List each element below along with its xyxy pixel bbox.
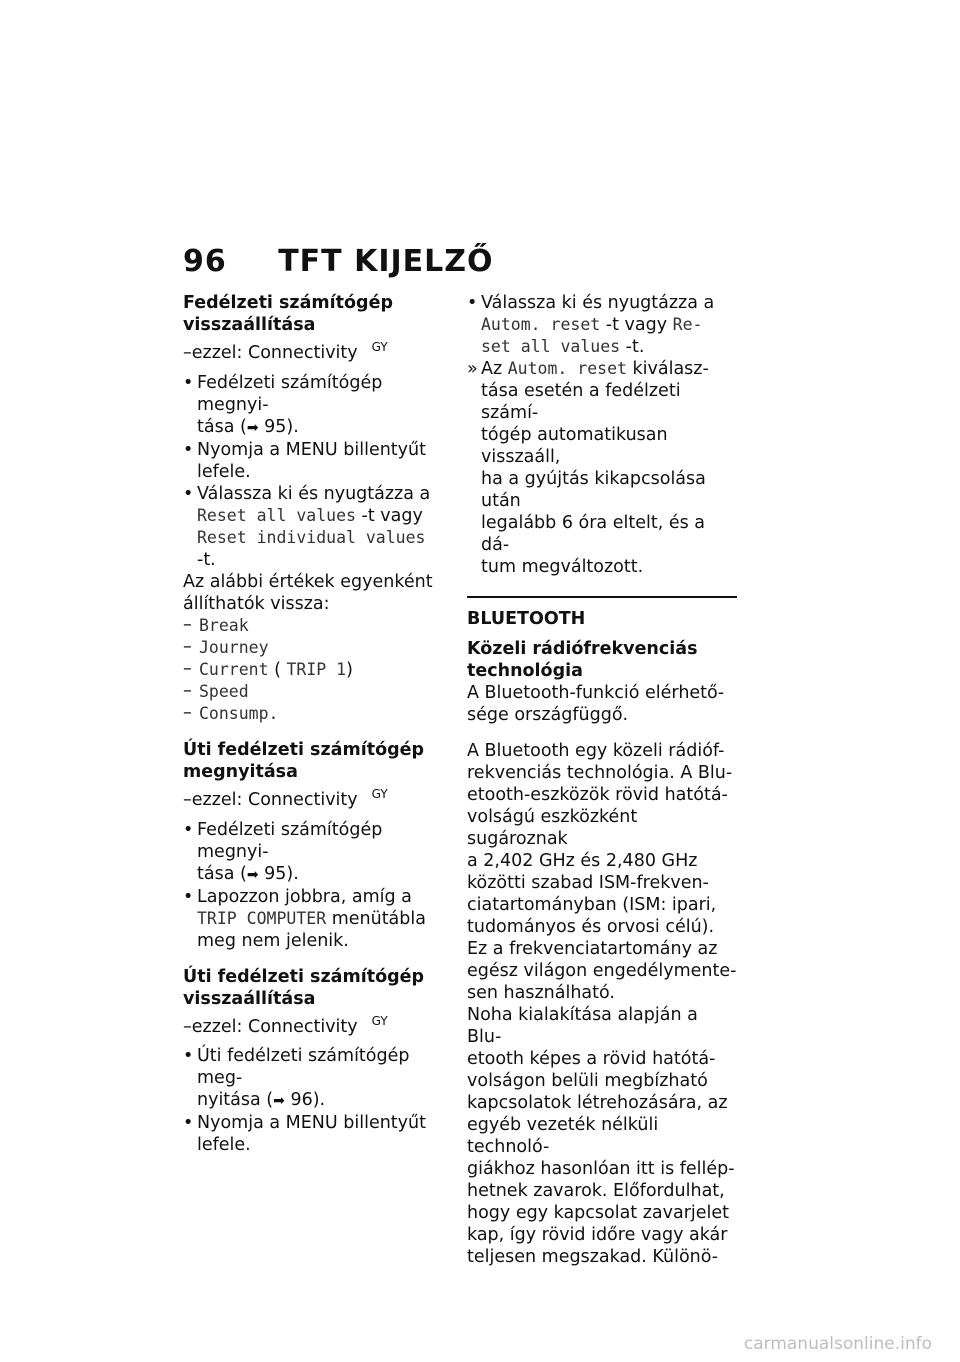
dash-icon: – — [183, 680, 192, 701]
result-item: » Az Autom. reset kiválasz- tása esetén a fedélzeti számí- tógép automatikusan visszaáll, ha a gyújtás kikapcsolása után legalább 6 óra eltelt, és a dá- tum megváltozott. — [467, 359, 709, 577]
watermark: carmanualsonline.info — [743, 1334, 932, 1354]
menu-option: Re- — [672, 315, 703, 334]
menu-option: Reset all values — [197, 505, 356, 525]
dash-item: – Journey — [183, 636, 269, 657]
menu-option: set all values — [481, 337, 621, 356]
paragraph: A Bluetooth-funkció elérhető- sége országfüggő. — [467, 683, 725, 725]
section-divider — [467, 596, 737, 598]
menu-option: Reset individual values — [197, 527, 426, 547]
result-icon: » — [467, 359, 478, 379]
bullet-icon: • — [183, 439, 194, 460]
bullet-icon: • — [183, 819, 194, 840]
page-header — [183, 244, 494, 279]
paragraph: Az alábbi értékek egyenként állíthatók vissza: — [183, 571, 433, 614]
bullet-icon: • — [183, 1113, 194, 1134]
menu-option: Autom. reset — [507, 359, 627, 378]
list-item: • Válassza ki és nyugtázza a Reset all values -t vagy Reset individual values -t. — [183, 483, 431, 570]
page-reference-arrow-icon: ➡ — [246, 866, 259, 883]
dash-item: – Break — [183, 614, 249, 635]
bullet-icon: • — [183, 886, 194, 907]
list-item: • Fedélzeti számítógép megnyi- tása (➡ 95). — [183, 819, 383, 884]
section-title: Úti fedélzeti számítógép megnyitása — [183, 739, 425, 782]
page-number: 96 — [183, 244, 227, 279]
page-title: TFT KIJELZŐ — [278, 244, 494, 279]
bullet-icon: • — [183, 372, 194, 393]
market-code: GY — [371, 1013, 388, 1028]
market-code: GY — [371, 340, 388, 354]
list-item: • Nyomja a MENU billentyűt lefele. — [183, 1113, 426, 1156]
paragraph: A Bluetooth egy közeli rádióf- rekvenciás technológia. A Blu- etooth-eszközök rövid hatótá- volságú eszközként sugároznak a 2,402 GHz és 2,480 GHz közötti szabad ISM-frekven- ciatartományban (ISM: ipari, tudományos és orvosi célú). Ez a frekvenciatartomány az egész világon engedélymente- sen használható. Noha kialakítása alapján a Blu- etooth képes a rövid hatótá- volságon belüli megbízható kapcsolatok létrehozására, az egyéb vezeték nélküli technoló- giákhoz hasonlóan itt is fellép- hetnek zavarok. Előfordulhat, hogy egy kapcsolat zavarjelet kap, így rövid időre vagy akár teljesen megszakad. Különö- — [467, 741, 737, 1267]
page-reference-arrow-icon: ➡ — [273, 1093, 285, 1110]
dash-icon: – — [183, 658, 192, 679]
dash-icon: – — [183, 636, 192, 657]
list-item: • Fedélzeti számítógép megnyi- tása (➡ 95). — [183, 372, 383, 437]
requirement-line: –ezzel: Connectivity $^{GY}$ — [183, 786, 388, 810]
section-title: Úti fedélzeti számítógép visszaállítása — [183, 966, 425, 1009]
left-column — [183, 292, 451, 1156]
dash-item: – Current ( TRIP 1) — [183, 658, 353, 680]
bullet-icon: • — [183, 483, 194, 504]
subsection-title: Közeli rádiófrekvenciás technológia — [467, 639, 698, 681]
bullet-icon: • — [467, 293, 478, 313]
menu-option: Autom. reset — [481, 315, 601, 334]
right-column — [467, 292, 737, 1268]
dash-icon: – — [183, 614, 192, 635]
dash-item: – Consump. — [183, 702, 279, 723]
market-code: GY — [371, 786, 388, 801]
list-item: • Lapozzon jobbra, amíg a TRIP COMPUTER menütábla meg nem jelenik. — [183, 886, 426, 951]
bullet-icon: • — [183, 1046, 194, 1067]
list-item: • Nyomja a MENU billentyűt lefele. — [183, 439, 426, 482]
requirement-line: –ezzel: Connectivity $^{GY}$ — [183, 1013, 388, 1037]
dash-item: – Speed — [183, 680, 249, 701]
list-item: • Úti fedélzeti számítógép meg- nyitása (➡ 96). — [183, 1046, 410, 1111]
menu-option: TRIP COMPUTER — [197, 908, 327, 928]
list-item: • Válassza ki és nyugtázza a Autom. reset -t vagy Re- set all values -t. — [467, 293, 715, 357]
page-reference-arrow-icon: ➡ — [246, 419, 259, 436]
section-title: Fedélzeti számítógép visszaállítása — [183, 293, 393, 335]
dash-icon: – — [183, 702, 192, 723]
requirement-line: –ezzel: Connectivity $^{GY}$ — [183, 340, 388, 363]
section-heading: BLUETOOTH — [467, 609, 586, 629]
